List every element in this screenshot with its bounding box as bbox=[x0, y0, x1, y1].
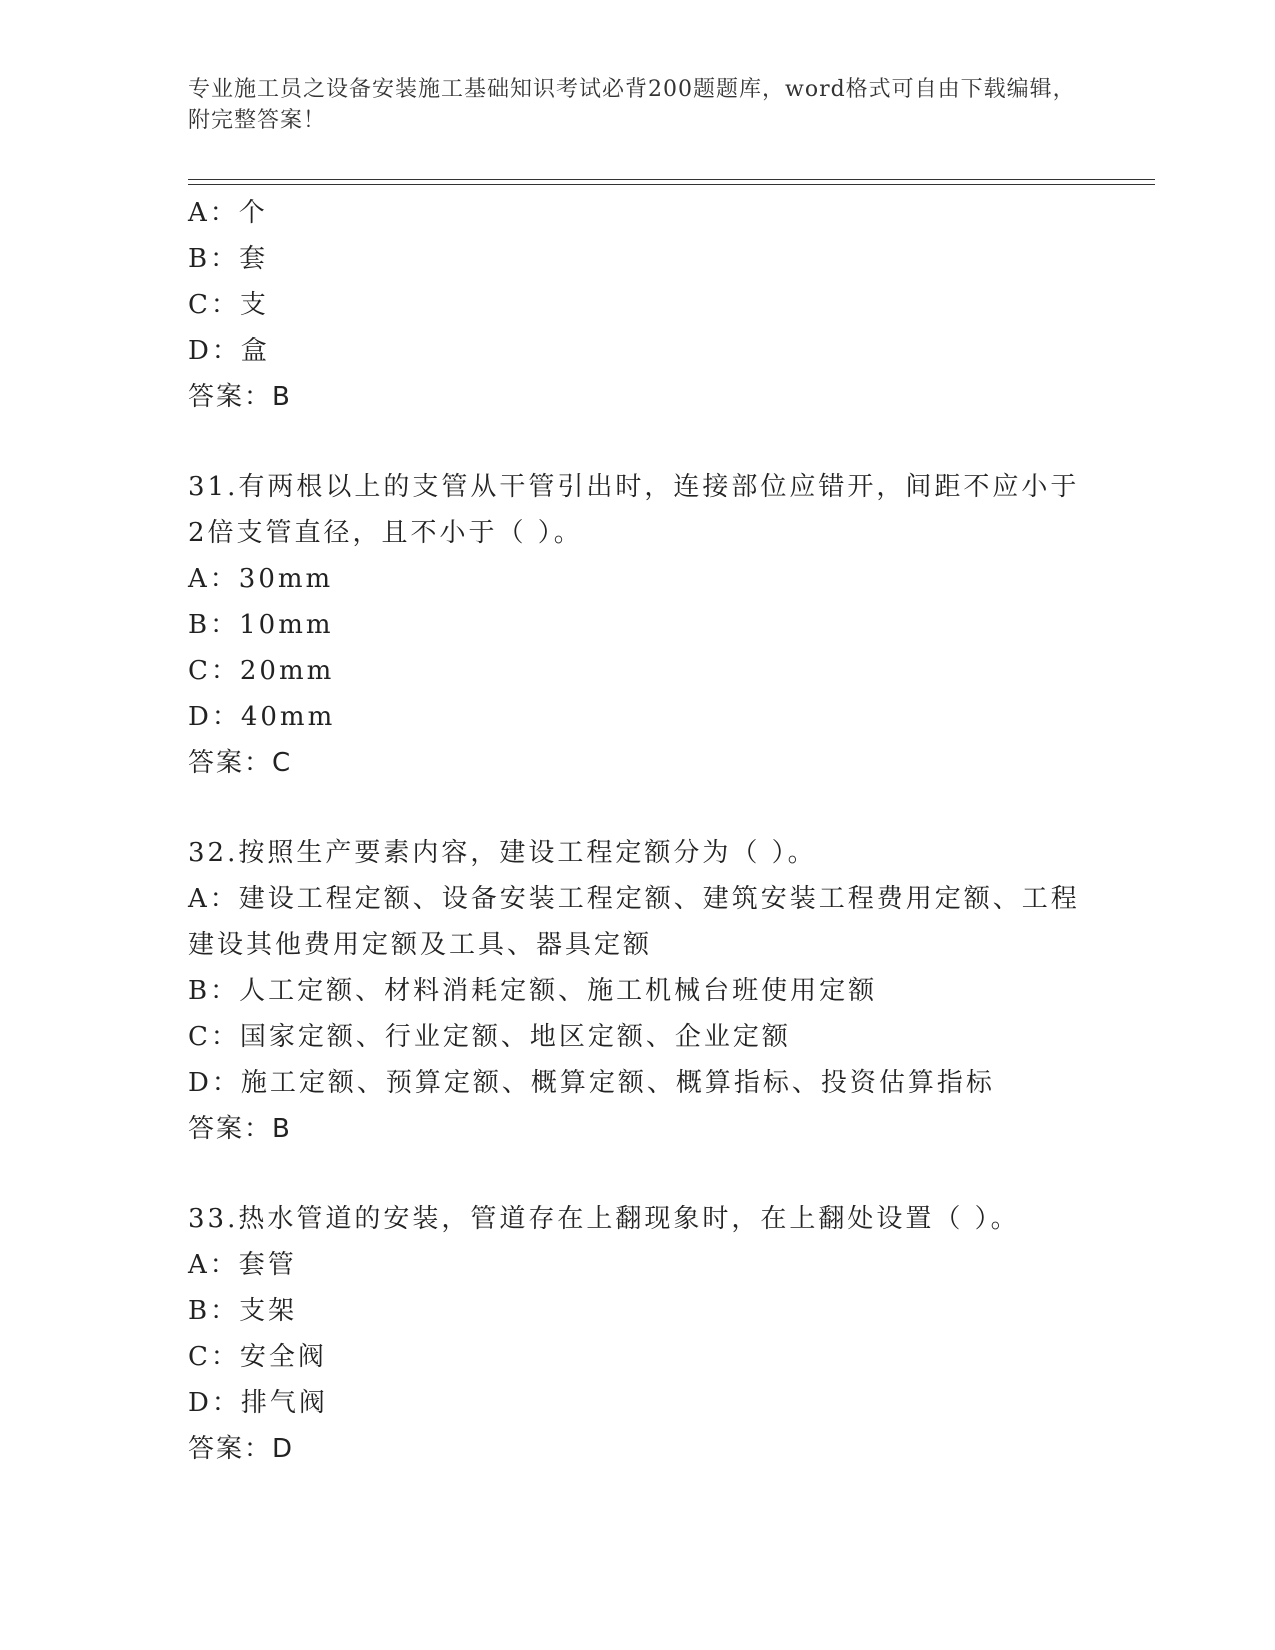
question-stem: 32.按照生产要素内容，建设工程定额分为（ ）。 bbox=[188, 838, 817, 868]
option-c: C：国家定额、行业定额、地区定额、企业定额 bbox=[188, 1022, 791, 1052]
option-c: C：支 bbox=[188, 290, 269, 320]
option-d: D：盒 bbox=[188, 336, 270, 366]
header-double-rule bbox=[188, 179, 1155, 185]
option-c: C：20mm bbox=[188, 656, 335, 686]
option-b: B：10mm bbox=[188, 610, 334, 640]
answer-line: 答案：B bbox=[188, 382, 292, 412]
question-block-31 bbox=[188, 464, 1088, 786]
question-block-32 bbox=[188, 830, 1088, 1152]
option-a: A：30mm bbox=[188, 564, 334, 594]
option-b: B：套 bbox=[188, 244, 269, 274]
option-a: A：建设工程定额、设备安装工程定额、建筑安装工程费用定额、工程建设其他费用定额及工具、器具定额 bbox=[188, 884, 1080, 960]
option-b: B：支架 bbox=[188, 1296, 298, 1326]
option-d: D：40mm bbox=[188, 702, 336, 732]
document-header: 专业施工员之设备安装施工基础知识考试必背200题题库，word格式可自由下载编辑，附完整答案！ bbox=[188, 77, 1076, 133]
answer-line: 答案：C bbox=[188, 748, 293, 778]
option-a: A：套管 bbox=[188, 1250, 297, 1280]
option-b: B：人工定额、材料消耗定额、施工机械台班使用定额 bbox=[188, 976, 878, 1006]
question-stem: 33.热水管道的安装，管道存在上翻现象时，在上翻处设置（ ）。 bbox=[188, 1204, 1020, 1234]
option-a: A：个 bbox=[188, 198, 268, 228]
answer-line: 答案：B bbox=[188, 1114, 292, 1144]
option-d: D：施工定额、预算定额、概算定额、概算指标、投资估算指标 bbox=[188, 1068, 995, 1098]
option-d: D：排气阀 bbox=[188, 1388, 328, 1418]
document-body bbox=[188, 190, 1088, 1472]
question-block-30 bbox=[188, 190, 1088, 420]
question-stem: 31.有两根以上的支管从干管引出时，连接部位应错开，间距不应小于2倍支管直径，且不小于（ ）。 bbox=[188, 472, 1080, 548]
question-block-33 bbox=[188, 1196, 1088, 1472]
answer-line: 答案：D bbox=[188, 1434, 295, 1464]
option-c: C：安全阀 bbox=[188, 1342, 327, 1372]
